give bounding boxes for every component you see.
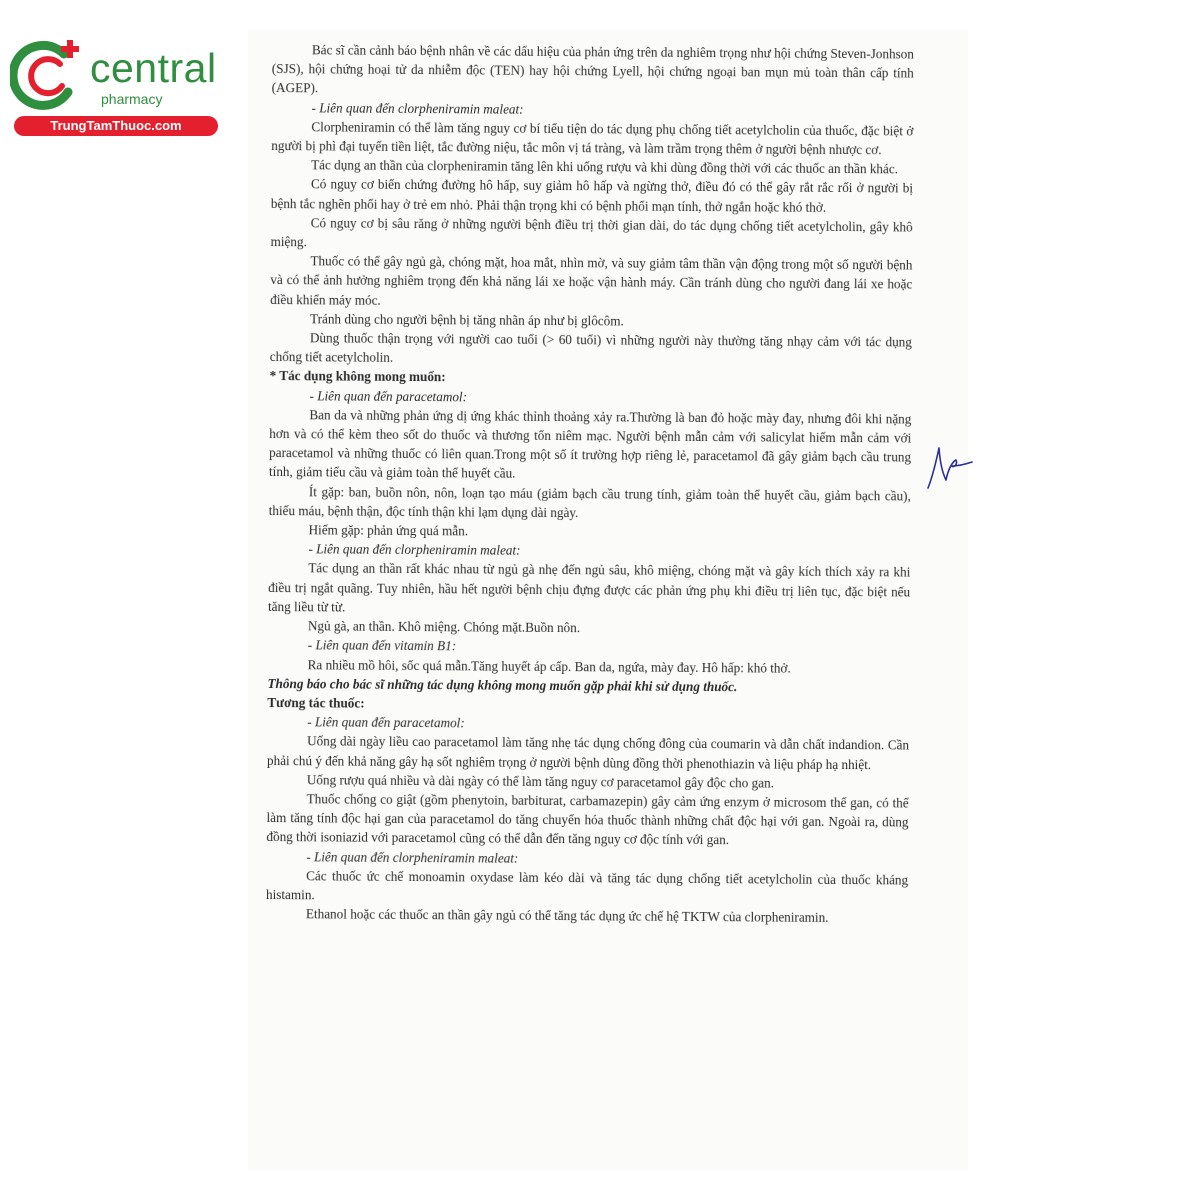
section-heading: * Tác dụng không mong muốn:	[269, 368, 446, 385]
central-pharmacy-logo[interactable]	[10, 36, 215, 141]
paragraph: Ít gặp: ban, buồn nôn, nôn, loạn tạo máu (giảm bạch cầu trung tính, giảm toàn thể huyết cầu, giảm bạch cầu), thiếu máu, bệnh thận, độc tính thận khi lạm dụng dài ngày.	[268, 483, 911, 521]
paragraph: Hiếm gặp: phản ứng quá mẫn.	[308, 522, 469, 539]
signature-mark	[922, 440, 977, 495]
paragraph: Tác dụng an thần rất khác nhau từ ngủ gà nhẹ đến ngủ sâu, khô miệng, chóng mặt và gây kích thích xảy ra khi điều trị ngắt quãng. Tuy nhiên, hầu hết người bệnh chịu đựng được các phản ứng phụ khi điều trị liên tục, đặc biệt nếu tăng liều từ từ.	[267, 560, 911, 615]
paragraph: Dùng thuốc thận trọng với người cao tuổi (> 60 tuổi) vì những người này thường tăng nhạy cảm với tác dụng chống tiết acetylcholin.	[269, 330, 912, 366]
site-url-banner[interactable]: TrungTamThuoc.com	[14, 116, 218, 136]
section-heading: Tương tác thuốc:	[267, 694, 365, 711]
paragraph: Ethanol hoặc các thuốc an thần gây ngủ có thể tăng tác dụng ức chế hệ TKTW của clorpheniramin.	[305, 906, 829, 926]
paragraph: Ra nhiều mồ hôi, sốc quá mẫn.Tăng huyết áp cấp. Ban da, ngứa, mày đay. Hô hấp: khó thở.	[307, 656, 791, 676]
subheading: - Liên quan đến vitamin B1:	[307, 637, 457, 654]
paragraph: Ngủ gà, an thần. Khô miệng. Chóng mặt.Buồn nôn.	[307, 618, 581, 636]
paragraph: Các thuốc ức chế monoamin oxydase làm kéo dài và tăng tác dụng chống tiết acetylcholin của thuốc kháng histamin.	[265, 867, 909, 903]
paragraph: Thuốc có thể gây ngủ gà, chóng mặt, hoa mắt, nhìn mờ, và suy giảm tâm thần vận động trong một số người bệnh và có thể ảnh hưởng nghiêm trọng đến khả năng lái xe hoặc vận hành máy. Cần tránh dùng cho người đang lái xe hoặc điều khiển máy móc.	[270, 253, 913, 308]
paragraph: Clorpheniramin có thể làm tăng nguy cơ bí tiểu tiện do tác dụng phụ chống tiết acetylcholin của thuốc, đặc biệt ở người bị phì đại tuyến tiền liệt, tắc đường niệu, tắc môn vị tá tràng, và làm trầm trọng thêm ở người bệnh nhược cơ.	[271, 119, 914, 158]
subheading: - Liên quan đến paracetamol:	[309, 387, 468, 405]
paragraph: Có nguy cơ biến chứng đường hô hấp, suy giảm hô hấp và ngừng thở, điều đó có thể gây rắt rắc rối ở người bị bệnh tắc nghẽn phổi hay ở trẻ em nhỏ. Phải thận trọng khi có bệnh phổi mạn tính, thở ngắn hoặc khó thở.	[270, 176, 914, 215]
notice-heading: Thông báo cho bác sĩ những tác dụng không mong muốn gặp phải khi sử dụng thuốc.	[267, 675, 738, 694]
paragraph: Có nguy cơ bị sâu răng ở những người bệnh điều trị thời gian dài, do tác dụng chống tiết acetylcholin, gây khô miệng.	[270, 215, 913, 250]
brand-name: central	[90, 45, 217, 91]
document-body	[266, 40, 914, 928]
paragraph: Uống dài ngày liều cao paracetamol làm tăng nhẹ tác dụng chống đông của coumarin và dẫn chất indandion. Cần phải chú ý đến khả năng gây hạ sốt nghiêm trọng ở người bệnh dùng đồng thời phenothiazin và liệu pháp hạ nhiệt.	[266, 733, 910, 772]
subheading: - Liên quan đến clorpheniramin maleat:	[308, 541, 521, 559]
paragraph: Uống rượu quá nhiều và dài ngày có thể làm tăng nguy cơ paracetamol gây độc cho gan.	[306, 771, 775, 791]
subheading: - Liên quan đến paracetamol:	[307, 714, 465, 731]
brand-subtitle: pharmacy	[101, 91, 163, 107]
subheading: - Liên quan đến clorpheniramin maleat:	[306, 848, 519, 866]
paragraph: Tránh dùng cho người bệnh bị tăng nhãn áp như bị glôcôm.	[310, 311, 624, 329]
pharmacy-cross-icon	[10, 36, 90, 116]
paragraph: Bác sĩ cần cảnh báo bệnh nhân về các dấu hiệu của phản ứng trên da nghiêm trọng như hội chứng Steven-Jonhson (SJS), hội chứng hoại tử da nhiễm độc (TEN) hay hội chứng Lyell, hội chứng ngoại ban mụn mủ toàn thân cấp tính (AGEP).	[271, 42, 914, 96]
subheading: - Liên quan đến clorpheniramin maleat:	[311, 99, 524, 117]
paragraph: Thuốc chống co giật (gồm phenytoin, barbiturat, carbamazepin) gây cảm ứng enzym ở microsom thể gan, có thể làm tăng tính độc hại gan của paracetamol do tăng chuyển hóa thuốc thành những chất độc hại với gan. Ngoài ra, dùng đồng thời isoniazid với paracetamol cũng có thể dẫn đến tăng nguy cơ độc tính với gan.	[266, 791, 909, 848]
paragraph: Tác dụng an thần của clorpheniramin tăng lên khi uống rượu và khi dùng đồng thời với các thuốc an thần khác.	[311, 157, 899, 177]
paragraph: Ban da và những phản ứng dị ứng khác thỉnh thoảng xảy ra.Thường là ban đỏ hoặc mày đay, nhưng đôi khi nặng hơn và có thể kèm theo sốt do thuốc và thương tổn niêm mạc. Người bệnh mẫn cảm với salicylat hiếm mẫn cảm với paracetamol và những thuốc có liên quan.Trong một số ít trường hợp riêng lẻ, paracetamol đã gây giảm bạch cầu trung tính, giảm tiểu cầu và giảm toàn thể huyết cầu.	[268, 407, 912, 482]
